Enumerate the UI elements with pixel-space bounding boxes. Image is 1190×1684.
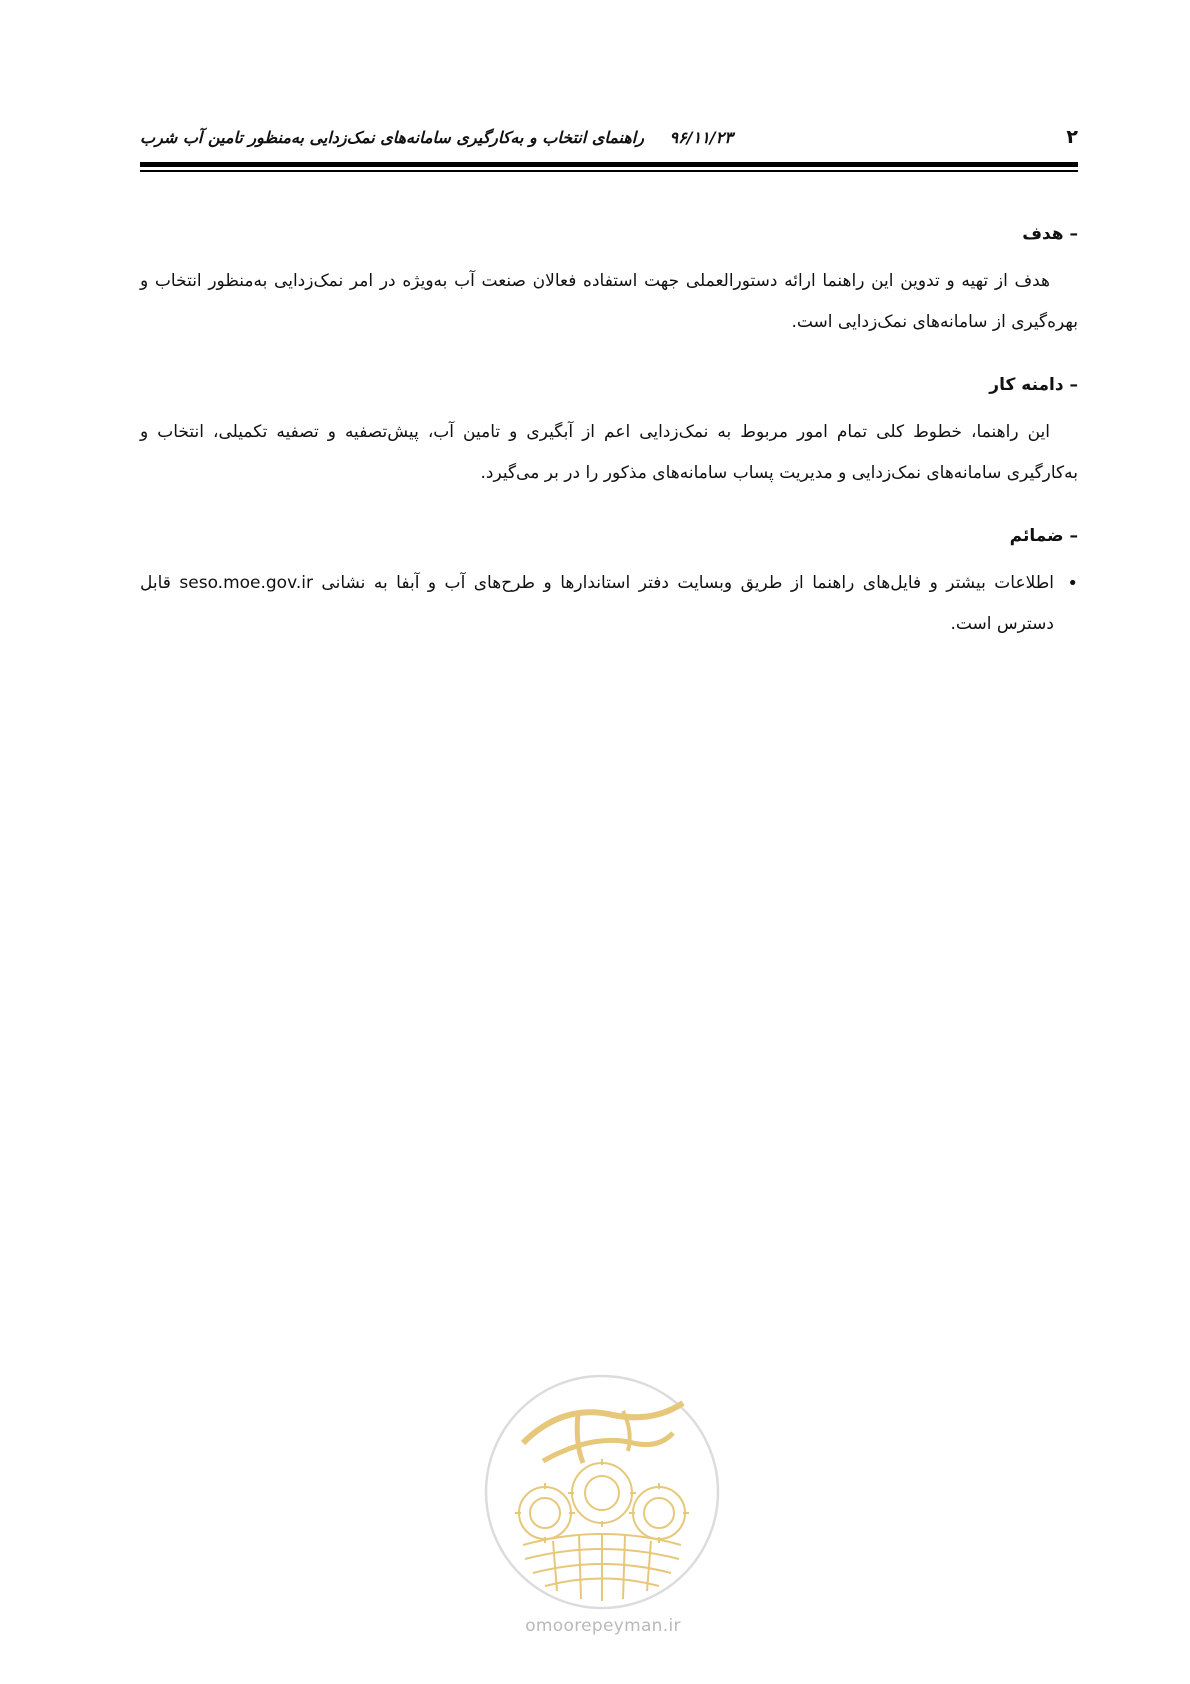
bullet-text: اطلاعات بیشتر و فایل‌های راهنما از طریق وبسایت دفتر استاندارها و طرح‌های آب و آبفا به نشانی: [321, 573, 1054, 593]
header-date: ۹۶/۱۱/۲۳: [669, 128, 733, 147]
header-rule-thin: [140, 170, 1078, 172]
header-title: راهنمای انتخاب و به‌کارگیری سامانه‌های نمک‌زدایی به‌منظور تامین آب شرب: [140, 128, 644, 147]
website-link[interactable]: seso.moe.gov.ir: [179, 573, 313, 593]
bullet-tail: قابل دسترس است.: [140, 573, 1054, 634]
watermark-site: omoorepeyman.ir: [525, 1616, 681, 1636]
page-number: ۲: [1066, 126, 1078, 148]
section-goal: [140, 214, 1078, 343]
running-title: [140, 128, 733, 147]
section-heading-scope: – دامنه کار: [989, 375, 1078, 395]
section-scope: [140, 365, 1078, 494]
header-rule-thick: [140, 162, 1078, 167]
bullet-icon: •: [1067, 573, 1078, 594]
page-content: [140, 214, 1078, 667]
section-heading-appendices: – ضمائم: [1009, 526, 1078, 546]
appendices-list: [140, 563, 1078, 645]
section-appendices: [140, 516, 1078, 645]
section-heading-goal: – هدف: [1022, 224, 1078, 244]
list-item: [140, 563, 1078, 645]
section-paragraph-scope: این راهنما، خطوط کلی تمام امور مربوط به نمک‌زدایی اعم از آبگیری و تامین آب، پیش‌تصفیه و تصفیه تکمیلی، انتخاب و به‌کارگیری سامانه‌های نمک‌زدایی و مدیریت پساب سامانه‌های مذکور را در بر می‌گیرد.: [140, 422, 1078, 483]
watermark-seal-icon: [483, 1373, 721, 1611]
page-header: [140, 126, 1078, 156]
section-paragraph-goal: هدف از تهیه و تدوین این راهنما ارائه دستورالعملی جهت استفاده فعالان صنعت آب به‌ویژه در امر نمک‌زدایی به‌منظور انتخاب و بهره‌گیری از سامانه‌های نمک‌زدایی است.: [140, 271, 1078, 332]
